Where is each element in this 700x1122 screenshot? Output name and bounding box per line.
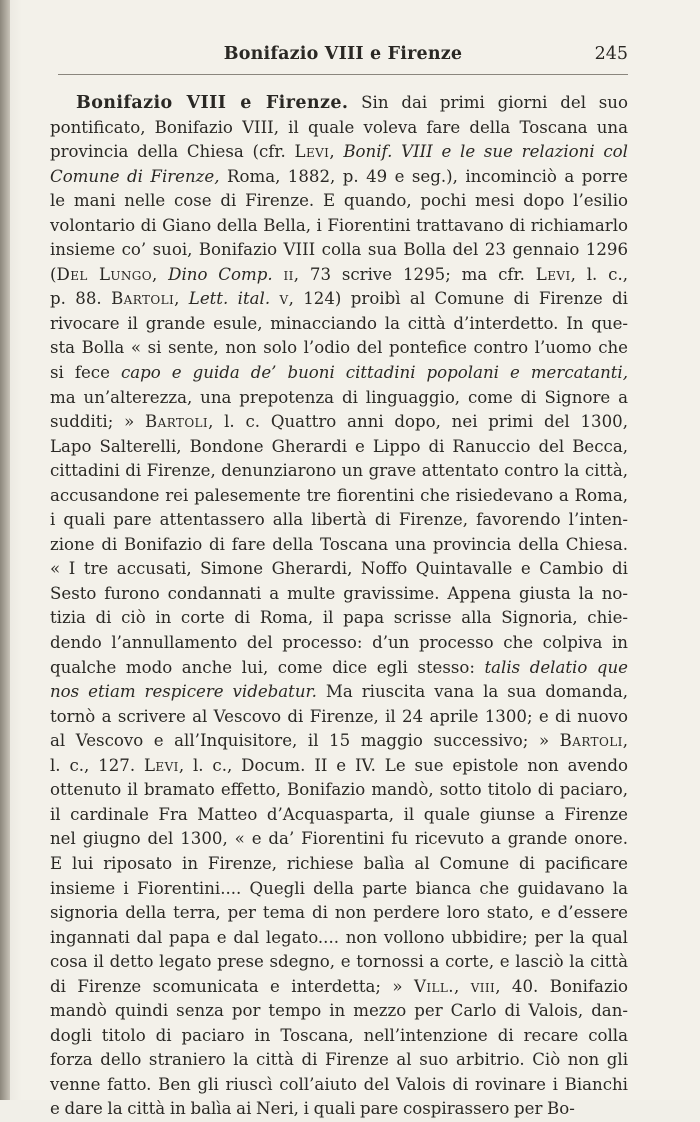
text-line <box>50 827 628 852</box>
text-run: , 124) proibì al Comune di Firenze di <box>288 289 628 309</box>
small-caps-text: viii <box>470 976 496 996</box>
page-spine-shadow <box>0 0 10 1100</box>
paragraph <box>50 91 628 1122</box>
text-run: , <box>622 731 628 751</box>
text-run: Roma, 1882, p. 49 e seg.), incominciò a porre <box>219 166 628 186</box>
text-run: insieme co’ suoi, Bonifazio VIII colla sua Bolla del 23 gennaio 1296 <box>50 240 628 260</box>
small-caps-text: Vill. <box>414 976 454 996</box>
text-run: accusandone rei palesemente tre fiorentini che risiedevano a Roma, <box>50 485 628 505</box>
text-run: si fece <box>50 363 121 383</box>
text-run: sta Bolla « si sente, non solo l’odio del pontefice contro l’uomo che <box>50 338 628 358</box>
text-line <box>50 606 628 631</box>
small-caps-text: ii <box>283 264 294 284</box>
text-line <box>50 140 628 165</box>
small-caps-text: Bartoli <box>559 731 623 751</box>
text-line <box>50 91 628 116</box>
text-run: ottenuto il bramato effetto, Bonifazio mandò, sotto titolo di paciaro, <box>50 780 628 800</box>
text-run: tornò a scrivere al Vescovo di Firenze, il 24 aprile 1300; e di nuovo <box>50 706 628 726</box>
running-header <box>58 44 628 76</box>
page-number: 245 <box>594 44 628 64</box>
text-run: venne fatto. Ben gli riuscì coll’aiuto del Valois di rovinare i Bianchi <box>50 1074 628 1094</box>
text-line <box>50 754 628 779</box>
text-line <box>50 680 628 705</box>
text-run: mandò quindi senza por tempo in mezzo per Carlo di Valois, dan- <box>50 1001 628 1021</box>
text-line <box>50 459 628 484</box>
text-run: forza dello straniero la città di Firenze al suo arbitrio. Ciò non gli <box>50 1050 628 1070</box>
text-run: Ma riuscita vana la sua domanda, <box>316 682 628 702</box>
text-line <box>50 877 628 902</box>
text-run: , <box>174 289 189 309</box>
text-run: p. 88. <box>50 289 112 309</box>
text-line <box>50 901 628 926</box>
text-run: e dare la città in balìa ai Neri, i quali pare cospirassero per Bo- <box>50 1099 575 1119</box>
text-run: insieme i Fiorentini.... Quegli della parte bianca che guidavano la <box>50 878 628 898</box>
italic-text: Bonif. VIII e le sue relazioni col <box>343 142 628 162</box>
text-run: cittadini di Firenze, denunziarono un grave attentato contro la città, <box>50 461 628 481</box>
text-line <box>50 533 628 558</box>
text-run: ma un’alterezza, una prepotenza di linguaggio, come di Signore a <box>50 387 628 407</box>
text-run: , <box>329 142 344 162</box>
text-run: , <box>152 264 169 284</box>
text-line <box>50 508 628 533</box>
text-run: dogli titolo di paciaro in Toscana, nell’intenzione di recare colla <box>50 1025 628 1045</box>
text-run: i quali pare attentassero alla libertà di Firenze, favorendo l’inten- <box>50 510 628 530</box>
text-line <box>50 950 628 975</box>
text-run: cosa il detto legato prese sdegno, e tornossi a corte, e lasciò la città <box>50 952 628 972</box>
text-line <box>50 312 628 337</box>
text-run: pontificato, Bonifazio VIII, il quale voleva fare della Toscana una <box>50 117 628 137</box>
text-run: il cardinale Fra Matteo d’Acquasparta, il quale giunse a Firenze <box>50 804 628 824</box>
text-run: l. c., 127. <box>50 755 145 775</box>
text-run: Sesto furono condannati a multe gravissime. Appena giusta la no- <box>50 583 628 603</box>
text-run: , 73 scrive 1295; ma cfr. <box>293 264 536 284</box>
italic-text: capo e guida de’ buoni cittadini popolani e mercatanti, <box>120 363 628 383</box>
italic-text: Comune di Firenze, <box>50 166 220 186</box>
text-line <box>50 803 628 828</box>
text-line <box>50 778 628 803</box>
text-line <box>50 287 628 312</box>
italic-text: Lett. ital. <box>188 289 271 309</box>
text-line <box>50 926 628 951</box>
text-line <box>50 116 628 141</box>
text-line <box>50 852 628 877</box>
text-run: Lapo Salterelli, Bondone Gherardi e Lippo di Ranuccio del Becca, <box>50 436 628 456</box>
text-line <box>50 1097 628 1122</box>
text-line <box>50 361 628 386</box>
text-run: , l. c., <box>570 264 628 284</box>
text-run: rivocare il grande esule, minacciando la città d’interdetto. In que- <box>50 313 628 333</box>
paragraph-heading: Bonifazio VIII e Firenze. <box>76 93 349 113</box>
text-run: sudditi; » <box>50 412 146 432</box>
text-line <box>50 214 628 239</box>
text-run: , 40. Bonifazio <box>495 976 628 996</box>
small-caps-text: Levi <box>294 142 330 162</box>
header-rule <box>58 74 628 75</box>
text-run: dendo l’annullamento del processo: d’un processo che colpiva in <box>50 633 628 653</box>
text-line <box>50 582 628 607</box>
text-line <box>50 729 628 754</box>
text-line <box>50 705 628 730</box>
small-caps-text: Bartoli <box>111 289 175 309</box>
small-caps-text: v <box>279 289 289 309</box>
text-run: provincia della Chiesa (cfr. <box>50 142 295 162</box>
text-line <box>50 656 628 681</box>
text-run: volontario di Giano della Bella, i Fiorentini trattavano di richiamarlo <box>50 215 628 235</box>
text-run: E lui riposato in Firenze, richiese balìa al Comune di pacificare <box>50 853 628 873</box>
text-line <box>50 1073 628 1098</box>
text-line <box>50 1048 628 1073</box>
text-line <box>50 1024 628 1049</box>
text-line <box>50 263 628 288</box>
text-line <box>50 557 628 582</box>
text-run: ingannati dal papa e dal legato.... non vollono ubbidire; per la qual <box>50 927 628 947</box>
text-run: al Vescovo e all’Inquisitore, il 15 maggio successivo; » <box>50 731 560 751</box>
text-run: zione di Bonifazio di fare della Toscana una provincia della Chiesa. <box>50 534 628 554</box>
italic-text: nos etiam respicere videbatur. <box>50 682 317 702</box>
text-run: signoria della terra, per tema di non perdere loro stato, e d’essere <box>50 903 628 923</box>
text-run: nel giugno del 1300, « e da’ Fiorentini fu ricevuto a grande onore. <box>50 829 628 849</box>
text-line <box>50 165 628 190</box>
text-run: tizia di ciò in corte di Roma, il papa scrisse alla Signoria, chie- <box>50 608 628 628</box>
text-line <box>50 189 628 214</box>
text-line <box>50 336 628 361</box>
text-run: , l. c., Docum. II e IV. Le sue epistole non avendo <box>178 755 628 775</box>
small-caps-text: Levi <box>535 264 571 284</box>
text-line <box>50 975 628 1000</box>
text-run: le mani nelle cose di Firenze. E quando, pochi mesi dopo l’esilio <box>50 191 628 211</box>
text-line <box>50 410 628 435</box>
text-line <box>50 435 628 460</box>
text-run <box>273 265 284 284</box>
italic-text: Dino Comp. <box>168 264 273 284</box>
text-line <box>50 631 628 656</box>
text-run: di Firenze scomunicata e interdetta; » <box>50 976 415 996</box>
text-line <box>50 484 628 509</box>
text-run: « I tre accusati, Simone Gherardi, Noffo Quintavalle e Cambio di <box>50 559 628 579</box>
small-caps-text: Levi <box>144 755 179 775</box>
text-run: Sin dai primi giorni del suo <box>348 93 628 112</box>
text-line <box>50 386 628 411</box>
text-line <box>50 238 628 263</box>
running-title: Bonifazio VIII e Firenze <box>223 44 463 64</box>
text-run: ( <box>50 264 57 284</box>
text-run: qualche modo anche lui, come dice egli stesso: <box>50 657 485 677</box>
text-run: , l. c. Quattro anni dopo, nei primi del 1300, <box>208 412 628 432</box>
text-line <box>50 999 628 1024</box>
text-run: , <box>453 976 471 996</box>
small-caps-text: Del Lungo <box>56 264 153 284</box>
italic-text: talis delatio que <box>484 657 628 677</box>
small-caps-text: Bartoli <box>145 412 209 432</box>
